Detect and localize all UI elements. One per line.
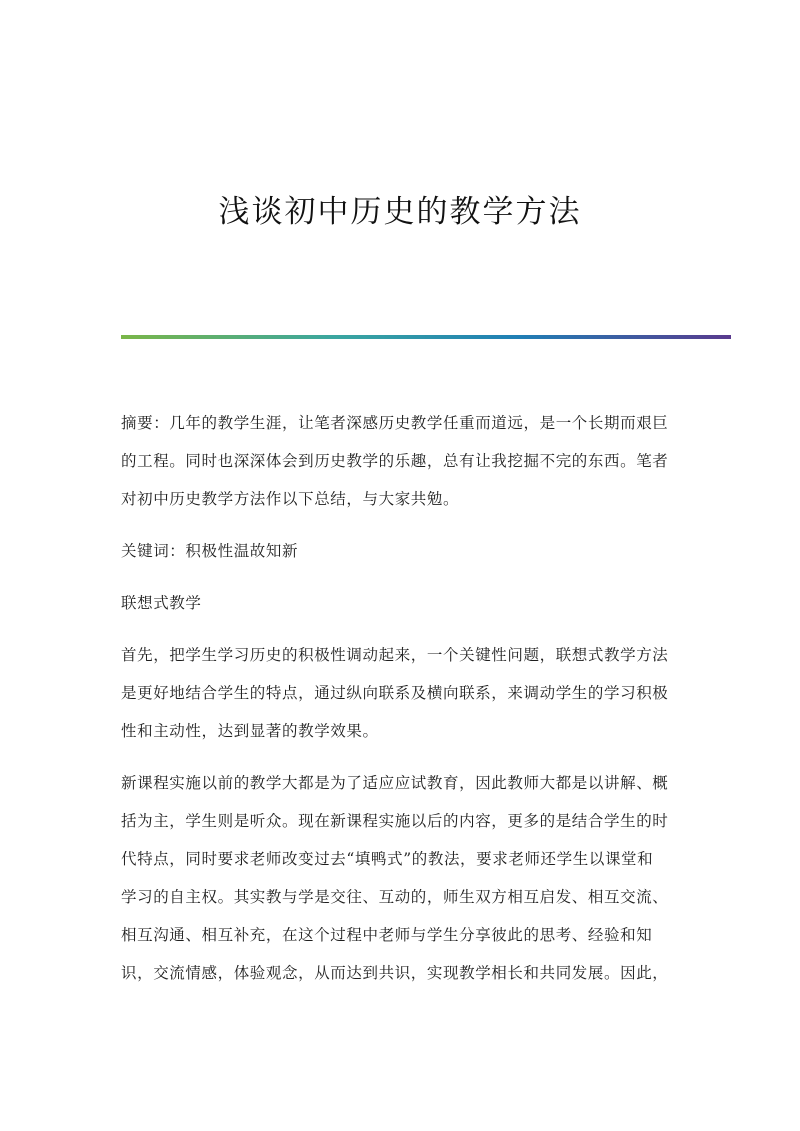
text-line: 是更好地结合学生的特点，通过纵向联系及横向联系，来调动学生的学习积极 <box>121 684 669 702</box>
text-line: 学习的自主权。其实教与学是交往、互动的，师生双方相互启发、相互交流、 <box>121 888 669 906</box>
text-line: 代特点，同时要求老师改变过去“填鸭式”的教法，要求老师还学生以课堂和 <box>121 850 654 868</box>
text-line: 对初中历史教学方法作以下总结，与大家共勉。 <box>121 490 460 508</box>
document-title: 浅谈初中历史的教学方法 <box>218 194 582 230</box>
text-line: 关键词：积极性温故知新 <box>121 542 299 560</box>
text-line: 相互沟通、相互补充，在这个过程中老师与学生分享彼此的思考、经验和知 <box>121 926 653 944</box>
document-body <box>121 404 681 1006</box>
body-paragraph <box>121 764 681 992</box>
abstract-paragraph <box>121 404 681 518</box>
text-line: 性和主动性，达到显著的教学效果。 <box>121 722 379 740</box>
text-line: 摘要：几年的教学生涯，让笔者深感历史教学任重而道远，是一个长期而艰巨 <box>121 414 669 432</box>
text-line: 括为主，学生则是听众。现在新课程实施以后的内容，更多的是结合学生的时 <box>121 812 669 830</box>
text-line: 识，交流情感，体验观念，从而达到共识，实现教学相长和共同发展。因此， <box>121 964 669 982</box>
text-line: 新课程实施以前的教学大都是为了适应应试教育，因此教师大都是以讲解、概 <box>121 774 669 792</box>
text-line: 联想式教学 <box>121 594 202 612</box>
body-paragraph <box>121 636 681 750</box>
title-divider <box>121 335 731 339</box>
keyword-continuation <box>121 584 681 622</box>
text-line: 首先，把学生学习历史的积极性调动起来，一个关键性问题，联想式教学方法 <box>121 646 669 664</box>
text-line: 的工程。同时也深深体会到历史教学的乐趣，总有让我挖掘不完的东西。笔者 <box>121 452 669 470</box>
keywords-paragraph <box>121 532 681 570</box>
